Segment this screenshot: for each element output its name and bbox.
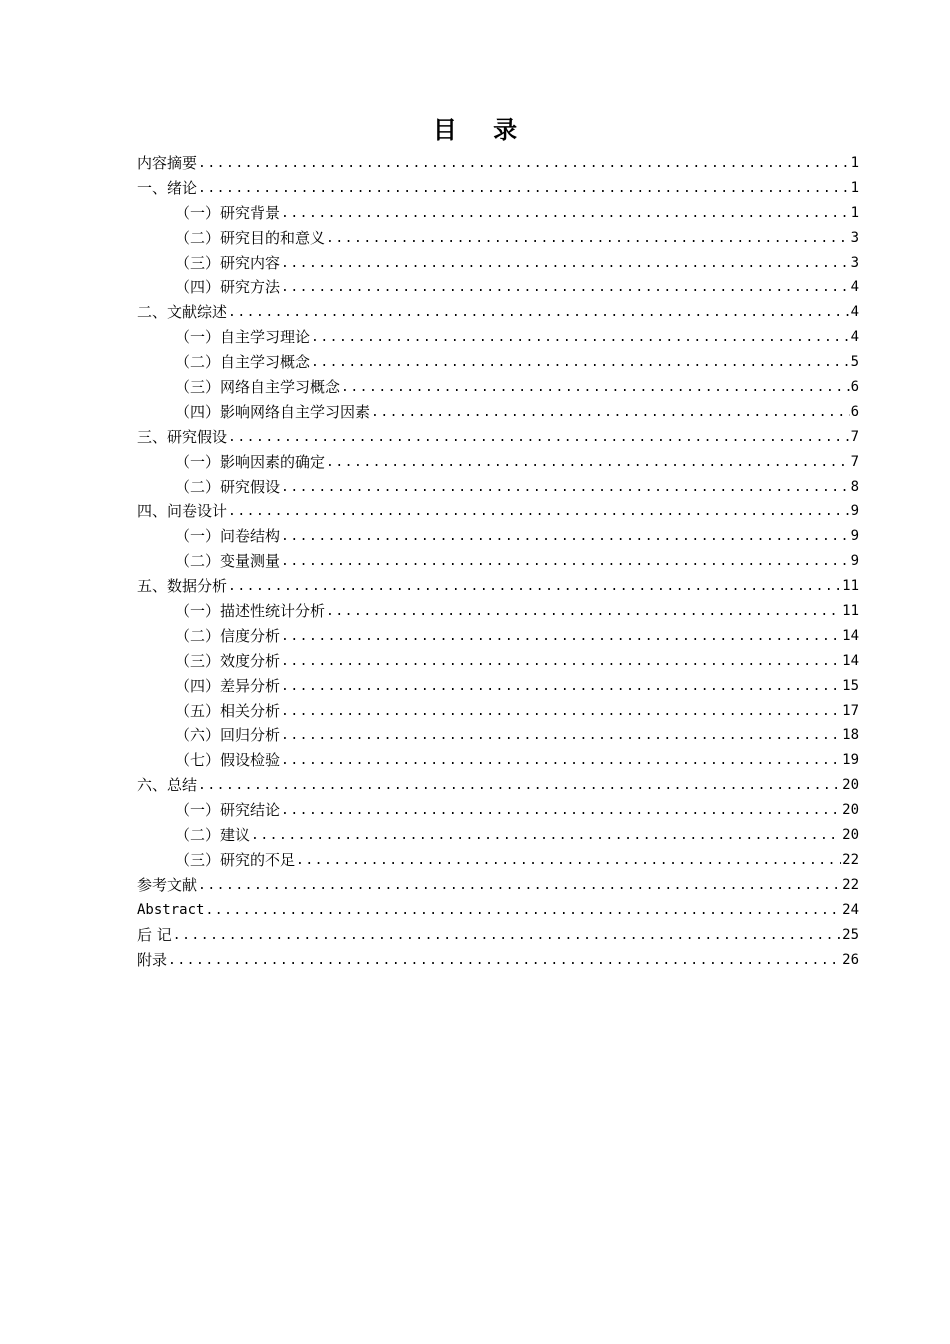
toc-entry-page-number: 25: [842, 926, 859, 943]
toc-dot-leader: [198, 874, 841, 899]
toc-dot-leader: [198, 152, 850, 177]
toc-dot-leader: [281, 252, 850, 277]
toc-entry-label: （一）描述性统计分析: [175, 602, 326, 621]
toc-entry-page-number: 1: [850, 155, 859, 171]
toc-dot-leader: [371, 401, 850, 426]
toc-entry-label: （一）研究背景: [175, 203, 281, 222]
toc-title: 目 录: [432, 116, 532, 144]
toc-entry[interactable]: [137, 300, 859, 325]
toc-dot-leader: [198, 774, 841, 799]
toc-entry-page-number: 15: [842, 677, 859, 694]
toc-entry-label: （三）研究的不足: [175, 850, 296, 869]
toc-entry-label: （四）影响网络自主学习因素: [175, 402, 371, 421]
toc-entry-label: （三）网络自主学习概念: [175, 378, 341, 397]
toc-entry[interactable]: [137, 450, 859, 475]
toc-entry-label: （二）研究目的和意义: [175, 228, 326, 247]
toc-entry-label: （一）自主学习理论: [175, 328, 311, 347]
toc-entry-label: （二）自主学习概念: [175, 353, 311, 372]
toc-entry-page-number: 8: [850, 478, 859, 495]
toc-entry-page-number: 20: [842, 827, 859, 844]
toc-dot-leader: [326, 600, 841, 625]
toc-dot-leader: [341, 376, 850, 401]
toc-entry[interactable]: [137, 275, 859, 300]
toc-entry-label: （一）研究结论: [175, 801, 281, 820]
toc-dot-leader: [228, 301, 850, 326]
toc-entry-page-number: 7: [850, 453, 859, 470]
toc-entry[interactable]: [137, 151, 859, 176]
toc-dot-leader: [173, 924, 841, 949]
toc-entry[interactable]: [137, 226, 859, 251]
toc-entry[interactable]: [137, 425, 859, 450]
toc-entry[interactable]: [137, 848, 859, 873]
toc-entry-label: （三）效度分析: [175, 651, 281, 670]
toc-dot-leader: [168, 949, 841, 974]
toc-entry-page-number: 1: [850, 179, 859, 196]
toc-entry-page-number: 20: [842, 802, 859, 819]
toc-dot-leader: [311, 351, 850, 376]
toc-entry[interactable]: [137, 599, 859, 624]
toc-dot-leader: [251, 824, 841, 849]
toc-entry-label: 附录: [137, 950, 168, 969]
toc-dot-leader: [281, 799, 841, 824]
toc-entry-label: 三、研究假设: [137, 427, 228, 446]
toc-entry-label: （五）相关分析: [175, 701, 281, 720]
toc-entry-page-number: 9: [850, 553, 859, 570]
toc-dot-leader: [281, 525, 850, 550]
toc-dot-leader: [311, 326, 850, 351]
toc-entry[interactable]: [137, 723, 859, 748]
toc-entry[interactable]: [137, 699, 859, 724]
toc-entry-page-number: 11: [842, 578, 859, 595]
toc-entry-label: 四、问卷设计: [137, 502, 228, 521]
toc-dot-leader: [281, 700, 841, 725]
toc-entry-page-number: 4: [850, 279, 859, 296]
toc-entry-page-number: 24: [842, 901, 859, 918]
toc-entry[interactable]: [137, 898, 859, 923]
toc-entry[interactable]: [137, 873, 859, 898]
toc-entry-label: （三）研究内容: [175, 253, 281, 272]
toc-entry[interactable]: [137, 251, 859, 276]
toc-entry-page-number: 22: [842, 851, 859, 868]
toc-dot-leader: [228, 426, 850, 451]
toc-entry[interactable]: [137, 549, 859, 574]
toc-entry-page-number: 9: [850, 528, 859, 545]
toc-dot-leader: [281, 476, 850, 501]
toc-entry[interactable]: [137, 176, 859, 201]
toc-entry-label: （二）变量测量: [175, 552, 281, 571]
toc-entry-page-number: 11: [842, 603, 859, 620]
toc-entry[interactable]: [137, 674, 859, 699]
toc-entry[interactable]: [137, 748, 859, 773]
toc-entry-label: Abstract: [137, 901, 205, 918]
toc-entry[interactable]: [137, 524, 859, 549]
toc-entry[interactable]: [137, 475, 859, 500]
toc-dot-leader: [281, 276, 850, 301]
toc-entry-label: （一）问卷结构: [175, 527, 281, 546]
toc-entry-page-number: 19: [842, 752, 859, 769]
toc-entry-page-number: 20: [842, 777, 859, 794]
toc-entry-page-number: 1: [850, 204, 859, 221]
toc-entry-page-number: 18: [842, 727, 859, 744]
toc-entry[interactable]: [137, 823, 859, 848]
toc-entry-page-number: 5: [850, 354, 859, 371]
toc-entry-page-number: 14: [842, 652, 859, 669]
table-of-contents: [137, 151, 859, 972]
toc-dot-leader: [205, 899, 841, 924]
toc-entry[interactable]: [137, 948, 859, 973]
toc-entry-page-number: 6: [850, 403, 859, 420]
toc-entry[interactable]: [137, 574, 859, 599]
toc-entry-label: 参考文献: [137, 875, 198, 894]
toc-entry-page-number: 4: [850, 329, 859, 346]
toc-entry[interactable]: [137, 375, 859, 400]
toc-entry-page-number: 3: [850, 254, 859, 271]
toc-entry-page-number: 9: [850, 503, 859, 520]
toc-entry-page-number: 4: [850, 304, 859, 321]
toc-entry-label: 一、绪论: [137, 178, 198, 197]
toc-dot-leader: [326, 227, 850, 252]
toc-entry[interactable]: [137, 201, 859, 226]
toc-entry-label: （四）研究方法: [175, 278, 281, 297]
toc-entry[interactable]: [137, 624, 859, 649]
toc-entry[interactable]: [137, 325, 859, 350]
toc-entry-page-number: 26: [842, 951, 859, 968]
toc-entry-page-number: 17: [842, 702, 859, 719]
toc-dot-leader: [281, 675, 841, 700]
toc-entry-label: 内容摘要: [137, 154, 198, 172]
toc-entry-label: （二）建议: [175, 826, 251, 845]
toc-dot-leader: [228, 575, 841, 600]
toc-dot-leader: [281, 550, 850, 575]
toc-entry[interactable]: [137, 499, 859, 524]
toc-entry[interactable]: [137, 400, 859, 425]
toc-dot-leader: [228, 500, 850, 525]
toc-entry-page-number: 22: [842, 876, 859, 893]
toc-entry-label: （六）回归分析: [175, 726, 281, 745]
toc-entry-label: （四）差异分析: [175, 676, 281, 695]
toc-entry-page-number: 6: [850, 379, 859, 396]
toc-entry-label: 五、数据分析: [137, 577, 228, 596]
toc-entry[interactable]: [137, 798, 859, 823]
toc-dot-leader: [296, 849, 841, 874]
toc-entry-page-number: 14: [842, 627, 859, 644]
toc-entry-page-number: 7: [850, 428, 859, 445]
toc-entry-label: （二）信度分析: [175, 626, 281, 645]
toc-dot-leader: [281, 724, 841, 749]
toc-entry[interactable]: [137, 923, 859, 948]
toc-entry[interactable]: [137, 773, 859, 798]
toc-dot-leader: [326, 451, 850, 476]
toc-dot-leader: [281, 749, 841, 774]
toc-dot-leader: [281, 650, 841, 675]
toc-entry-label: （二）研究假设: [175, 477, 281, 496]
toc-entry-label: （七）假设检验: [175, 751, 281, 770]
toc-dot-leader: [281, 202, 850, 227]
toc-entry-label: 六、总结: [137, 776, 198, 795]
toc-entry-label: 二、文献综述: [137, 303, 228, 322]
toc-entry[interactable]: [137, 350, 859, 375]
toc-dot-leader: [281, 625, 841, 650]
toc-entry-page-number: 3: [850, 229, 859, 246]
toc-dot-leader: [198, 177, 850, 202]
toc-entry-label: （一）影响因素的确定: [175, 452, 326, 471]
toc-entry-label: 后 记: [137, 925, 172, 944]
toc-entry[interactable]: [137, 649, 859, 674]
